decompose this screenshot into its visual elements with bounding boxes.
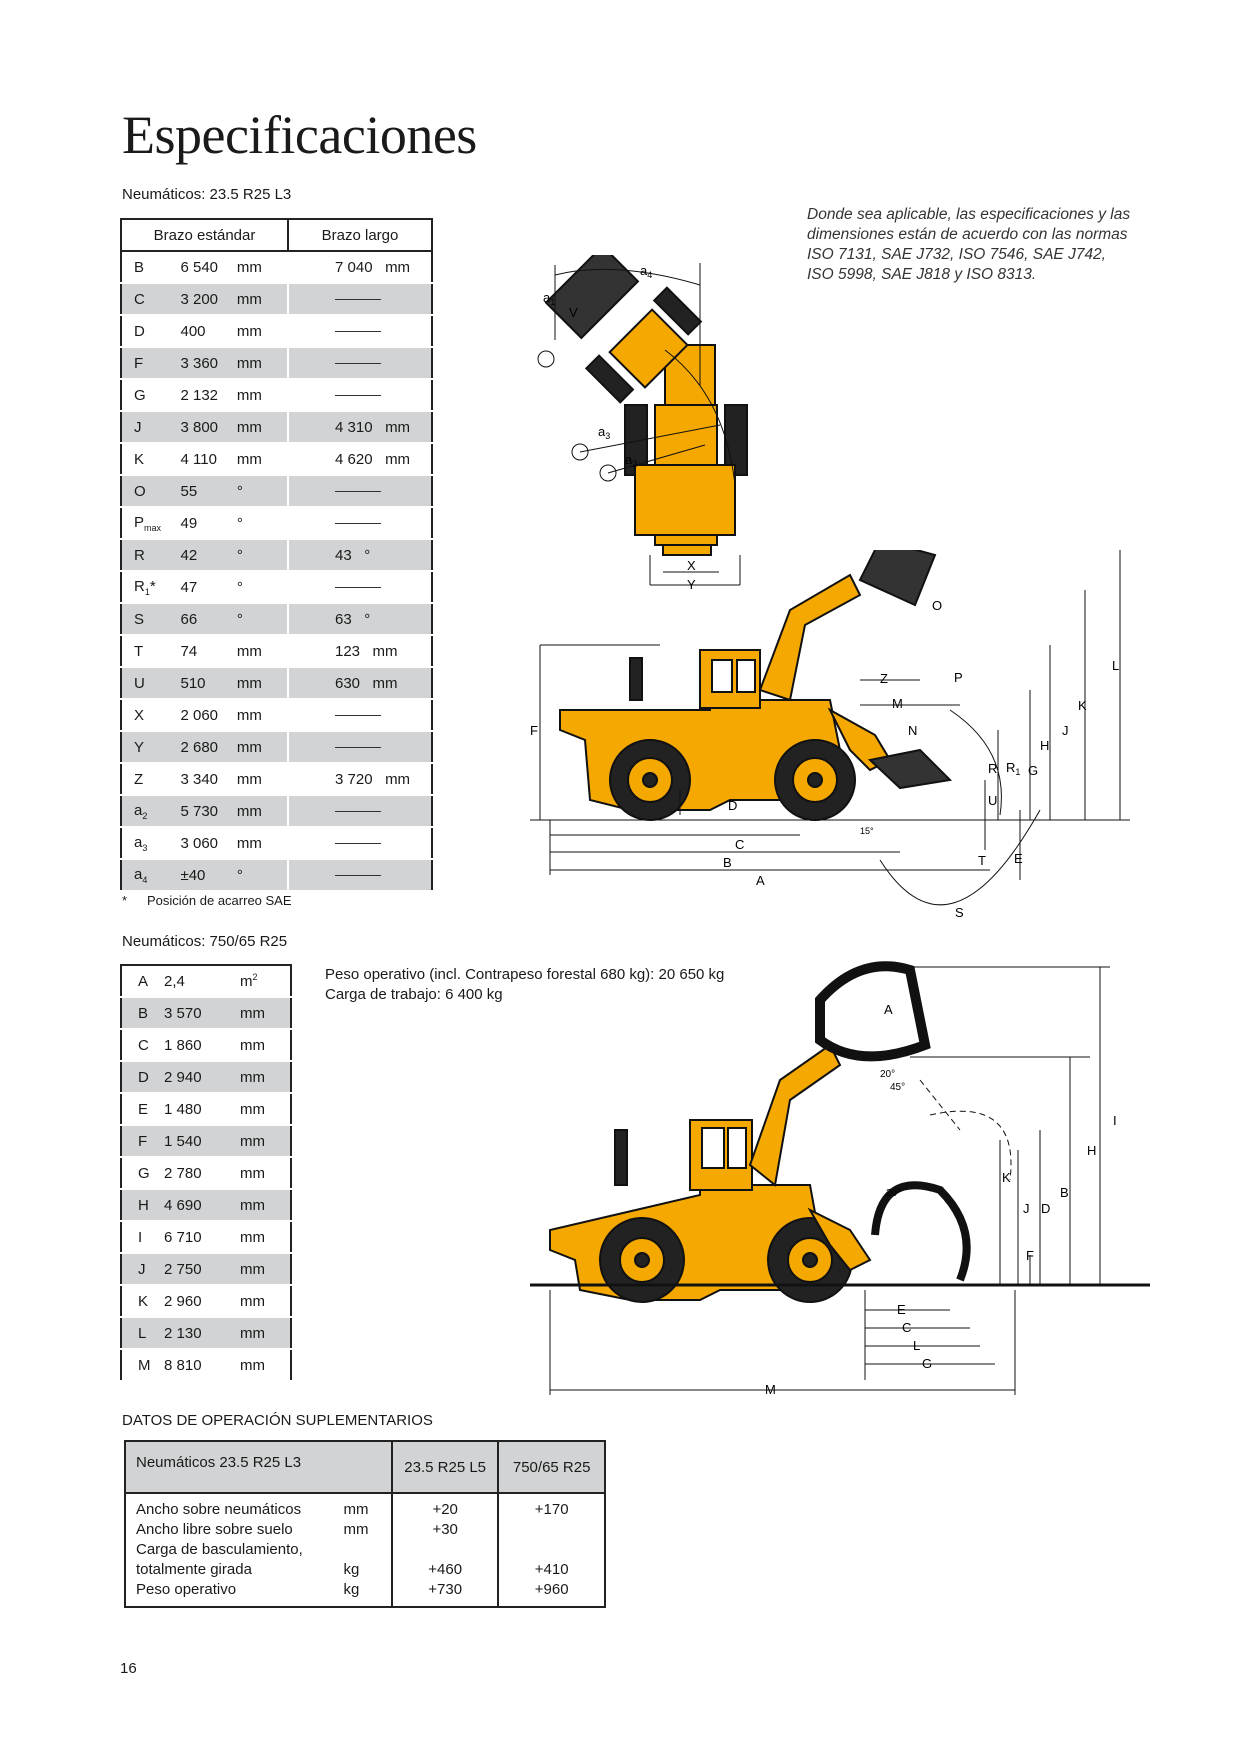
tire2-row bbox=[121, 1349, 291, 1381]
tire2-unit: mm bbox=[240, 1253, 291, 1285]
spec-unit: mm bbox=[237, 251, 288, 283]
log-label-E: E bbox=[897, 1302, 906, 1317]
spec-unit: ° bbox=[237, 603, 288, 635]
tire2-unit: mm bbox=[240, 1061, 291, 1093]
spec-key: T bbox=[121, 635, 180, 667]
spec-row bbox=[121, 507, 432, 539]
label-J: J bbox=[1062, 723, 1069, 738]
supplementary-heading: DATOS DE OPERACIÓN SUPLEMENTARIOS bbox=[122, 1412, 433, 1429]
spec-unit: ° bbox=[237, 859, 288, 891]
spec-value: 2 680 bbox=[180, 731, 236, 763]
tire2-row bbox=[121, 1093, 291, 1125]
spec-row bbox=[121, 731, 432, 763]
log-label-G: G bbox=[922, 1356, 933, 1371]
spec-key: $P_{max}$ bbox=[121, 507, 180, 539]
footnote: Posición de acarreo SAE bbox=[147, 893, 292, 908]
spec-row bbox=[121, 795, 432, 827]
working-load: Carga de trabajo: 6 400 kg bbox=[325, 986, 503, 1003]
spec-unit: ° bbox=[237, 571, 288, 603]
log-label-45deg: 45° bbox=[890, 1082, 906, 1093]
tire2-key: E bbox=[121, 1093, 164, 1125]
spec-value: 66 bbox=[180, 603, 236, 635]
page-number: 16 bbox=[120, 1660, 137, 1677]
label-F: F bbox=[530, 723, 538, 738]
section1-subtitle: Neumáticos: 23.5 R25 L3 bbox=[122, 186, 292, 203]
label-A: A bbox=[756, 873, 765, 888]
spec-long-value bbox=[288, 795, 432, 827]
spec-long-value bbox=[288, 475, 432, 507]
tire2-value: 2 750 bbox=[164, 1253, 240, 1285]
loader-side-view bbox=[560, 550, 950, 820]
label-a3: $a_3$ bbox=[598, 424, 611, 441]
loader-top-view bbox=[533, 255, 747, 555]
spec-row bbox=[121, 475, 432, 507]
spec-long-value bbox=[288, 859, 432, 891]
spec-long-value: 3 720 mm bbox=[288, 763, 432, 795]
spec-long-value bbox=[288, 827, 432, 859]
spec-row bbox=[121, 251, 432, 283]
spec-row bbox=[121, 699, 432, 731]
tire2-value: 3 570 bbox=[164, 997, 240, 1029]
operating-weight: Peso operativo (incl. Contrapeso forestal 680 kg): 20 650 kg bbox=[325, 966, 725, 983]
label-H: H bbox=[1040, 738, 1050, 753]
spec-unit: mm bbox=[237, 283, 288, 315]
spec-value: 49 bbox=[180, 507, 236, 539]
spec-row bbox=[121, 827, 432, 859]
spec-long-value: 630 mm bbox=[288, 667, 432, 699]
page-title: Especificaciones bbox=[122, 105, 477, 165]
spec-long-value bbox=[288, 283, 432, 315]
spec-unit: ° bbox=[237, 475, 288, 507]
spec-unit: mm bbox=[237, 347, 288, 379]
spec-key: $a_2$ bbox=[121, 795, 180, 827]
tire2-key: C bbox=[121, 1029, 164, 1061]
log-label-20deg-b: 20° bbox=[886, 1188, 902, 1199]
supp-col1: Neumáticos 23.5 R25 L3 bbox=[125, 1441, 392, 1493]
spec-value: 3 340 bbox=[180, 763, 236, 795]
spec-long-value bbox=[288, 347, 432, 379]
log-label-C: C bbox=[902, 1320, 912, 1335]
tire2-key: D bbox=[121, 1061, 164, 1093]
spec-key: X bbox=[121, 699, 180, 731]
log-grapple-diagram bbox=[530, 960, 1160, 1400]
spec-long-value: 4 310 mm bbox=[288, 411, 432, 443]
spec-long-value: 4 620 mm bbox=[288, 443, 432, 475]
tire2-key: J bbox=[121, 1253, 164, 1285]
label-B: B bbox=[723, 855, 732, 870]
label-R1: $R_1$ bbox=[1006, 760, 1021, 777]
spec-key: D bbox=[121, 315, 180, 347]
log-label-H: H bbox=[1087, 1143, 1097, 1158]
log-label-L: L bbox=[913, 1338, 921, 1353]
tire2-value: 8 810 bbox=[164, 1349, 240, 1381]
spec-row bbox=[121, 635, 432, 667]
tire2-value: 2,4 bbox=[164, 965, 240, 997]
label-P: P bbox=[954, 670, 963, 685]
label-T: T bbox=[978, 853, 986, 868]
spec-row bbox=[121, 859, 432, 891]
log-label-D: D bbox=[1041, 1201, 1051, 1216]
spec-key: O bbox=[121, 475, 180, 507]
spec-long-value: 123 mm bbox=[288, 635, 432, 667]
tire2-row bbox=[121, 1157, 291, 1189]
spec-key: Z bbox=[121, 763, 180, 795]
spec-long-value bbox=[288, 731, 432, 763]
log-label-B: B bbox=[1060, 1185, 1069, 1200]
tire2-value: 2 960 bbox=[164, 1285, 240, 1317]
label-L: L bbox=[1112, 658, 1120, 673]
tire2-key: I bbox=[121, 1221, 164, 1253]
label-X: X bbox=[687, 558, 696, 573]
spec-long-value: 7 040 mm bbox=[288, 251, 432, 283]
tire2-value: 2 130 bbox=[164, 1317, 240, 1349]
spec-row bbox=[121, 315, 432, 347]
log-label-F: F bbox=[1026, 1248, 1034, 1263]
spec-key: R bbox=[121, 539, 180, 571]
spec-unit: mm bbox=[237, 443, 288, 475]
tire2-value: 4 690 bbox=[164, 1189, 240, 1221]
spec-row bbox=[121, 539, 432, 571]
label-C: C bbox=[735, 837, 745, 852]
supp-col2: 23.5 R25 L5 bbox=[392, 1441, 498, 1493]
label-a2: $a_2$ bbox=[625, 452, 638, 469]
tire2-value: 1 540 bbox=[164, 1125, 240, 1157]
tire2-key: A bbox=[121, 965, 164, 997]
spec-value: 3 800 bbox=[180, 411, 236, 443]
spec-key: J bbox=[121, 411, 180, 443]
label-N: N bbox=[908, 723, 918, 738]
label-Y: Y bbox=[687, 577, 696, 592]
tire2-unit: mm bbox=[240, 1157, 291, 1189]
tire2-value: 2 940 bbox=[164, 1061, 240, 1093]
spec-row bbox=[121, 571, 432, 603]
col-standard-arm: Brazo estándar bbox=[121, 219, 288, 251]
tire2-unit: mm bbox=[240, 1317, 291, 1349]
tire2-row bbox=[121, 1221, 291, 1253]
tire2-key: G bbox=[121, 1157, 164, 1189]
spec-key: K bbox=[121, 443, 180, 475]
spec-unit: mm bbox=[237, 635, 288, 667]
tire2-row bbox=[121, 1125, 291, 1157]
supp-col3: 750/65 R25 bbox=[498, 1441, 605, 1493]
spec-row bbox=[121, 763, 432, 795]
tire2-unit: mm bbox=[240, 1125, 291, 1157]
spec-row bbox=[121, 411, 432, 443]
spec-value: 5 730 bbox=[180, 795, 236, 827]
spec-long-value bbox=[288, 507, 432, 539]
spec-value: 4 110 bbox=[180, 443, 236, 475]
spec-unit: mm bbox=[237, 763, 288, 795]
spec-value: 47 bbox=[180, 571, 236, 603]
spec-table-23-5 bbox=[120, 218, 433, 892]
spec-value: 6 540 bbox=[180, 251, 236, 283]
log-label-20deg-a: 20° bbox=[880, 1069, 896, 1080]
spec-row bbox=[121, 379, 432, 411]
spec-key: C bbox=[121, 283, 180, 315]
supp-values-750: +170 +410 +960 bbox=[498, 1493, 605, 1607]
section2-subtitle: Neumáticos: 750/65 R25 bbox=[122, 933, 288, 950]
spec-long-value bbox=[288, 571, 432, 603]
spec-row bbox=[121, 443, 432, 475]
tire2-unit: mm bbox=[240, 1221, 291, 1253]
spec-value: 3 200 bbox=[180, 283, 236, 315]
supp-labels: Ancho sobre neumáticos Ancho libre sobre suelo Carga de basculamiento, totalmente girada Peso operativo bbox=[136, 1501, 303, 1598]
tire2-row bbox=[121, 965, 291, 997]
col-long-arm: Brazo largo bbox=[288, 219, 432, 251]
log-label-J: J bbox=[1023, 1201, 1030, 1216]
spec-long-value bbox=[288, 315, 432, 347]
spec-unit: mm bbox=[237, 315, 288, 347]
label-M: M bbox=[892, 696, 903, 711]
tire2-row bbox=[121, 1317, 291, 1349]
tire2-unit: mm bbox=[240, 1285, 291, 1317]
label-a4: $a_4$ bbox=[640, 263, 653, 280]
spec-long-value bbox=[288, 699, 432, 731]
spec-long-value: 63 ° bbox=[288, 603, 432, 635]
spec-key: F bbox=[121, 347, 180, 379]
spec-key: B bbox=[121, 251, 180, 283]
spec-value: 400 bbox=[180, 315, 236, 347]
tire2-unit: mm bbox=[240, 997, 291, 1029]
spec-unit: mm bbox=[237, 667, 288, 699]
supp-units: mm mm kg kg bbox=[343, 1501, 369, 1598]
spec-unit: mm bbox=[237, 731, 288, 763]
spec-unit: mm bbox=[237, 411, 288, 443]
spec-value: 510 bbox=[180, 667, 236, 699]
tire2-row bbox=[121, 1253, 291, 1285]
tire2-unit: mm bbox=[240, 1189, 291, 1221]
spec-long-value bbox=[288, 379, 432, 411]
spec-value: 3 360 bbox=[180, 347, 236, 379]
label-O: O bbox=[932, 598, 943, 613]
footnote-mark: * bbox=[122, 893, 128, 908]
log-label-A: A bbox=[884, 1002, 893, 1017]
label-G: G bbox=[1028, 763, 1039, 778]
spec-key: $R_1*$ bbox=[121, 571, 180, 603]
tire2-unit: mm bbox=[240, 1029, 291, 1061]
tire2-value: 6 710 bbox=[164, 1221, 240, 1253]
spec-key: U bbox=[121, 667, 180, 699]
tire2-unit: mm bbox=[240, 1349, 291, 1381]
spec-key: $a_3$ bbox=[121, 827, 180, 859]
spec-value: 2 132 bbox=[180, 379, 236, 411]
label-S: S bbox=[955, 905, 964, 920]
spec-value: 3 060 bbox=[180, 827, 236, 859]
tire2-value: 1 860 bbox=[164, 1029, 240, 1061]
loader-log-view bbox=[550, 1045, 870, 1302]
spec-value: 42 bbox=[180, 539, 236, 571]
spec-unit: mm bbox=[237, 699, 288, 731]
spec-long-value: 43 ° bbox=[288, 539, 432, 571]
spec-key: S bbox=[121, 603, 180, 635]
spec-unit: mm bbox=[237, 379, 288, 411]
spec-key: Y bbox=[121, 731, 180, 763]
tire2-key: B bbox=[121, 997, 164, 1029]
log-label-I: I bbox=[1113, 1113, 1117, 1128]
spec-row bbox=[121, 603, 432, 635]
spec-unit: mm bbox=[237, 795, 288, 827]
tire2-value: 2 780 bbox=[164, 1157, 240, 1189]
tire2-row bbox=[121, 1061, 291, 1093]
label-D: D bbox=[728, 798, 738, 813]
spec-row bbox=[121, 283, 432, 315]
spec-value: ±40 bbox=[180, 859, 236, 891]
tire2-key: L bbox=[121, 1317, 164, 1349]
spec-key: $a_4$ bbox=[121, 859, 180, 891]
label-K: K bbox=[1078, 698, 1087, 713]
top-view-diagram bbox=[525, 255, 765, 595]
spec-value: 2 060 bbox=[180, 699, 236, 731]
tire2-key: M bbox=[121, 1349, 164, 1381]
label-15deg: 15° bbox=[860, 826, 874, 836]
label-V: V bbox=[569, 305, 578, 320]
supp-values-l5: +20 +30 +460 +730 bbox=[392, 1493, 498, 1607]
tire2-unit: mm bbox=[240, 1093, 291, 1125]
log-label-K: K bbox=[1002, 1170, 1011, 1185]
tire2-row bbox=[121, 1029, 291, 1061]
tire2-value: 1 480 bbox=[164, 1093, 240, 1125]
log-label-M: M bbox=[765, 1382, 776, 1397]
label-U: U bbox=[988, 793, 998, 808]
supplementary-table bbox=[124, 1440, 606, 1608]
tire2-key: F bbox=[121, 1125, 164, 1157]
tire2-key: H bbox=[121, 1189, 164, 1221]
label-R: R bbox=[988, 761, 998, 776]
spec-unit: ° bbox=[237, 507, 288, 539]
side-view-diagram bbox=[530, 550, 1150, 950]
tire2-row bbox=[121, 1189, 291, 1221]
standards-note: Donde sea aplicable, las especificaciones y las dimensiones están de acuerdo con las normas ISO 7131, SAE J732, ISO 7546, SAE J742, ISO 5998, SAE J818 y ISO 8313. bbox=[807, 206, 1131, 283]
tire2-row bbox=[121, 1285, 291, 1317]
label-Z: Z bbox=[880, 671, 888, 686]
spec-value: 55 bbox=[180, 475, 236, 507]
label-a1: $a_1$ bbox=[543, 290, 556, 307]
spec-table-750-65 bbox=[120, 964, 292, 1382]
tire2-row bbox=[121, 997, 291, 1029]
spec-row bbox=[121, 347, 432, 379]
tire2-unit: $m^2$ bbox=[240, 965, 291, 997]
spec-row bbox=[121, 667, 432, 699]
spec-unit: ° bbox=[237, 539, 288, 571]
spec-unit: mm bbox=[237, 827, 288, 859]
label-E: E bbox=[1014, 851, 1023, 866]
spec-key: G bbox=[121, 379, 180, 411]
spec-value: 74 bbox=[180, 635, 236, 667]
tire2-key: K bbox=[121, 1285, 164, 1317]
